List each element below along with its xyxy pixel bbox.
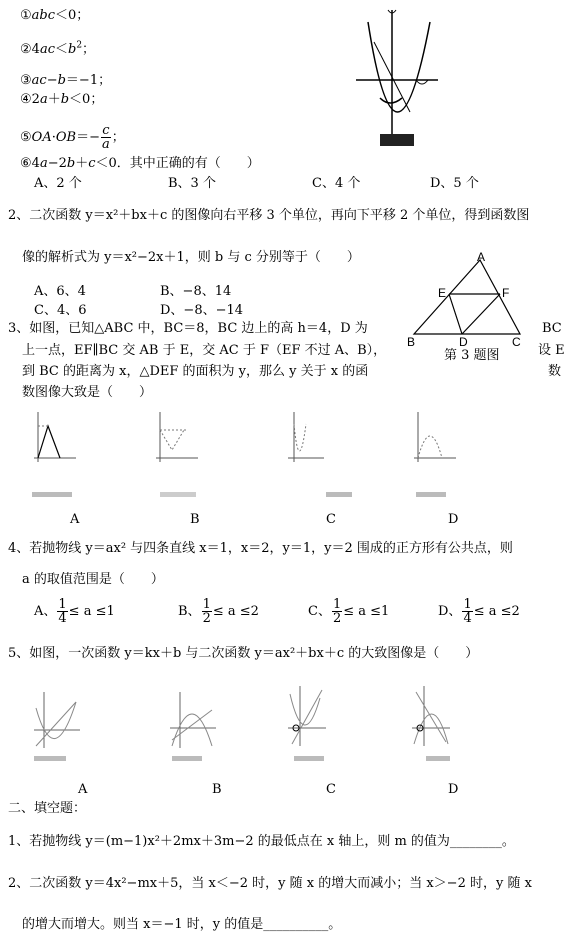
q4-choice-d-den: 4	[463, 611, 472, 626]
q5-graph-b	[168, 690, 218, 750]
q3-stem-line1: 3、如图，已知△ABC 中，BC＝8，BC 边上的高 h＝4，D 为	[8, 321, 368, 336]
q3-graph-b-caption	[160, 492, 196, 497]
q4-choice-d	[438, 598, 520, 625]
fill-q1: 1、若抛物线 y＝(m−1)x²＋2mx＋3m−2 的最低点在 x 轴上，则 m 的值为________。	[8, 834, 515, 849]
q4-choice-d-lead: D、	[438, 604, 462, 619]
q4-stem-line2: a 的取值范围是（ ）	[22, 572, 164, 587]
q4-choice-a-lead: A、	[34, 604, 57, 619]
q3-figure-caption: 第 3 题图	[444, 348, 500, 363]
q1-choice-c: C、4 个	[312, 176, 361, 191]
option-6-text: ＜0．其中正确的有（ ）	[95, 156, 260, 171]
q4-choice-c-den: 2	[332, 611, 342, 626]
tri-label-c: C	[512, 335, 521, 349]
q3-triangle-figure	[404, 252, 534, 346]
q5-graph-c-caption	[294, 756, 324, 761]
tri-label-d: D	[459, 335, 468, 349]
q3-graph-a	[30, 410, 78, 468]
option-6: ⑥4a−2b＋c＜0．其中正确的有（ ）	[20, 156, 260, 171]
q3-graph-a-caption	[32, 492, 72, 497]
tri-label-b: B	[407, 335, 416, 349]
option-1-text: ＜0；	[55, 8, 90, 23]
q2-stem-line2: 像的解析式为 y＝x²−2x＋1，则 b 与 c 分别等于（ ）	[22, 250, 360, 265]
tri-label-a: A	[477, 250, 486, 264]
q4-choice-c	[308, 598, 389, 625]
q2-choice-b: B、−8、14	[160, 284, 232, 299]
option-2-text: ；	[82, 42, 96, 57]
q3-graph-c	[284, 410, 332, 468]
q5-graph-d	[410, 684, 460, 750]
q3-label-a: A	[70, 512, 80, 527]
q2-choice-a: A、6、4	[34, 284, 86, 299]
q4-choice-b-lead: B、	[178, 604, 201, 619]
q5-label-c: C	[326, 782, 336, 797]
q4-choice-d-rest: ≤ a ≤2	[473, 604, 520, 619]
q4-choice-b-num: 1	[202, 597, 211, 612]
q3-overflow-3: 数	[548, 364, 562, 379]
option-5-text: ；	[111, 130, 125, 145]
q4-choice-b	[178, 598, 259, 625]
q5-graph-a	[32, 690, 82, 750]
q4-choice-a-num: 1	[58, 597, 67, 612]
option-4-num: ④	[20, 92, 32, 107]
option-5: ⑤OA·OB＝− $\frac{c}{a}$ ；	[20, 123, 125, 152]
q3-stem-line3: 到 BC 的距离为 x，△DEF 的面积为 y，那么 y 关于 x 的函	[22, 364, 369, 379]
fill-q2-line2: 的增大而增大。则当 x＝−1 时，y 的值是__________。	[22, 917, 342, 932]
q4-choice-a-rest: ≤ a ≤1	[68, 604, 115, 619]
q3-graph-d-caption	[416, 492, 446, 497]
tri-label-f: F	[502, 286, 510, 300]
q4-choice-c-num: 1	[332, 597, 342, 612]
q2-choice-d: D、−8、−14	[160, 303, 244, 318]
option-1: ①abc＜0；	[20, 8, 90, 23]
q4-stem-line1: 4、若抛物线 y＝ax² 与四条直线 x＝1，x＝2，y＝1，y＝2 围成的正方形有公共点，则	[8, 541, 513, 556]
q3-stem-line2: 上一点，EF∥BC 交 AB 于 E，交 AC 于 F（EF 不过 A、B），	[22, 343, 387, 358]
q3-label-b: B	[190, 512, 200, 527]
q3-label-c: C	[326, 512, 336, 527]
q5-label-b: B	[212, 782, 222, 797]
option-5-num: ⑤	[20, 130, 32, 145]
q5-label-a: A	[78, 782, 88, 797]
option-3-num: ③	[20, 73, 32, 88]
tri-label-e: E	[438, 286, 447, 300]
q3-label-d: D	[448, 512, 459, 527]
q4-choice-d-num: 1	[463, 597, 472, 612]
q3-overflow-2: 设 E	[538, 343, 565, 358]
q4-choice-c-rest: ≤ a ≤1	[343, 604, 390, 619]
q2-stem-line1: 2、二次函数 y＝x²＋bx＋c 的图像向右平移 3 个单位，再向下平移 2 个单位，得到函数图	[8, 208, 530, 223]
q3-overflow-1: BC	[542, 321, 562, 336]
q3-stem-line4: 数图像大致是（ ）	[22, 385, 153, 400]
option-1-num: ①	[20, 8, 32, 23]
fill-q2-line1: 2、二次函数 y＝4x²−mx＋5，当 x＜−2 时，y 随 x 的增大而减小；当 x＞−2 时，y 随 x	[8, 876, 532, 891]
q5-graph-d-caption	[426, 756, 450, 761]
q5-label-d: D	[448, 782, 459, 797]
option-2: $②4ac<b^2$；	[20, 40, 96, 57]
q4-choice-c-lead: C、	[308, 604, 331, 619]
q5-graph-a-caption	[34, 756, 66, 761]
q5-graph-c	[286, 684, 336, 750]
q5-stem: 5、如图，一次函数 y＝kx＋b 与二次函数 y＝ax²＋bx＋c 的大致图像是（ ）	[8, 646, 479, 661]
q4-choice-b-den: 2	[202, 611, 211, 626]
option-2-num: ②	[20, 42, 32, 57]
q1-choice-b: B、3 个	[168, 176, 216, 191]
q3-graph-d	[410, 410, 458, 468]
option-3: ③ac−b＝−1；	[20, 73, 112, 88]
q1-parabola-figure	[352, 2, 442, 152]
q3-graph-b	[152, 410, 200, 468]
q4-choice-b-rest: ≤ a ≤2	[212, 604, 259, 619]
q3-graph-c-caption	[326, 492, 352, 497]
section-heading: 二、填空题：	[8, 801, 87, 816]
option-4-text: ＜0；	[69, 92, 104, 107]
option-4: ④2a＋b＜0；	[20, 92, 104, 107]
q5-graph-b-caption	[172, 756, 202, 761]
q2-choice-c: C、4、6	[34, 303, 87, 318]
q4-choice-a	[34, 598, 115, 625]
q4-choice-a-den: 4	[58, 611, 67, 626]
option-6-num: ⑥	[20, 156, 32, 171]
option-3-text: ＝−1；	[65, 73, 112, 88]
q1-choice-a: A、2 个	[34, 176, 82, 191]
q1-choice-d: D、5 个	[430, 176, 479, 191]
